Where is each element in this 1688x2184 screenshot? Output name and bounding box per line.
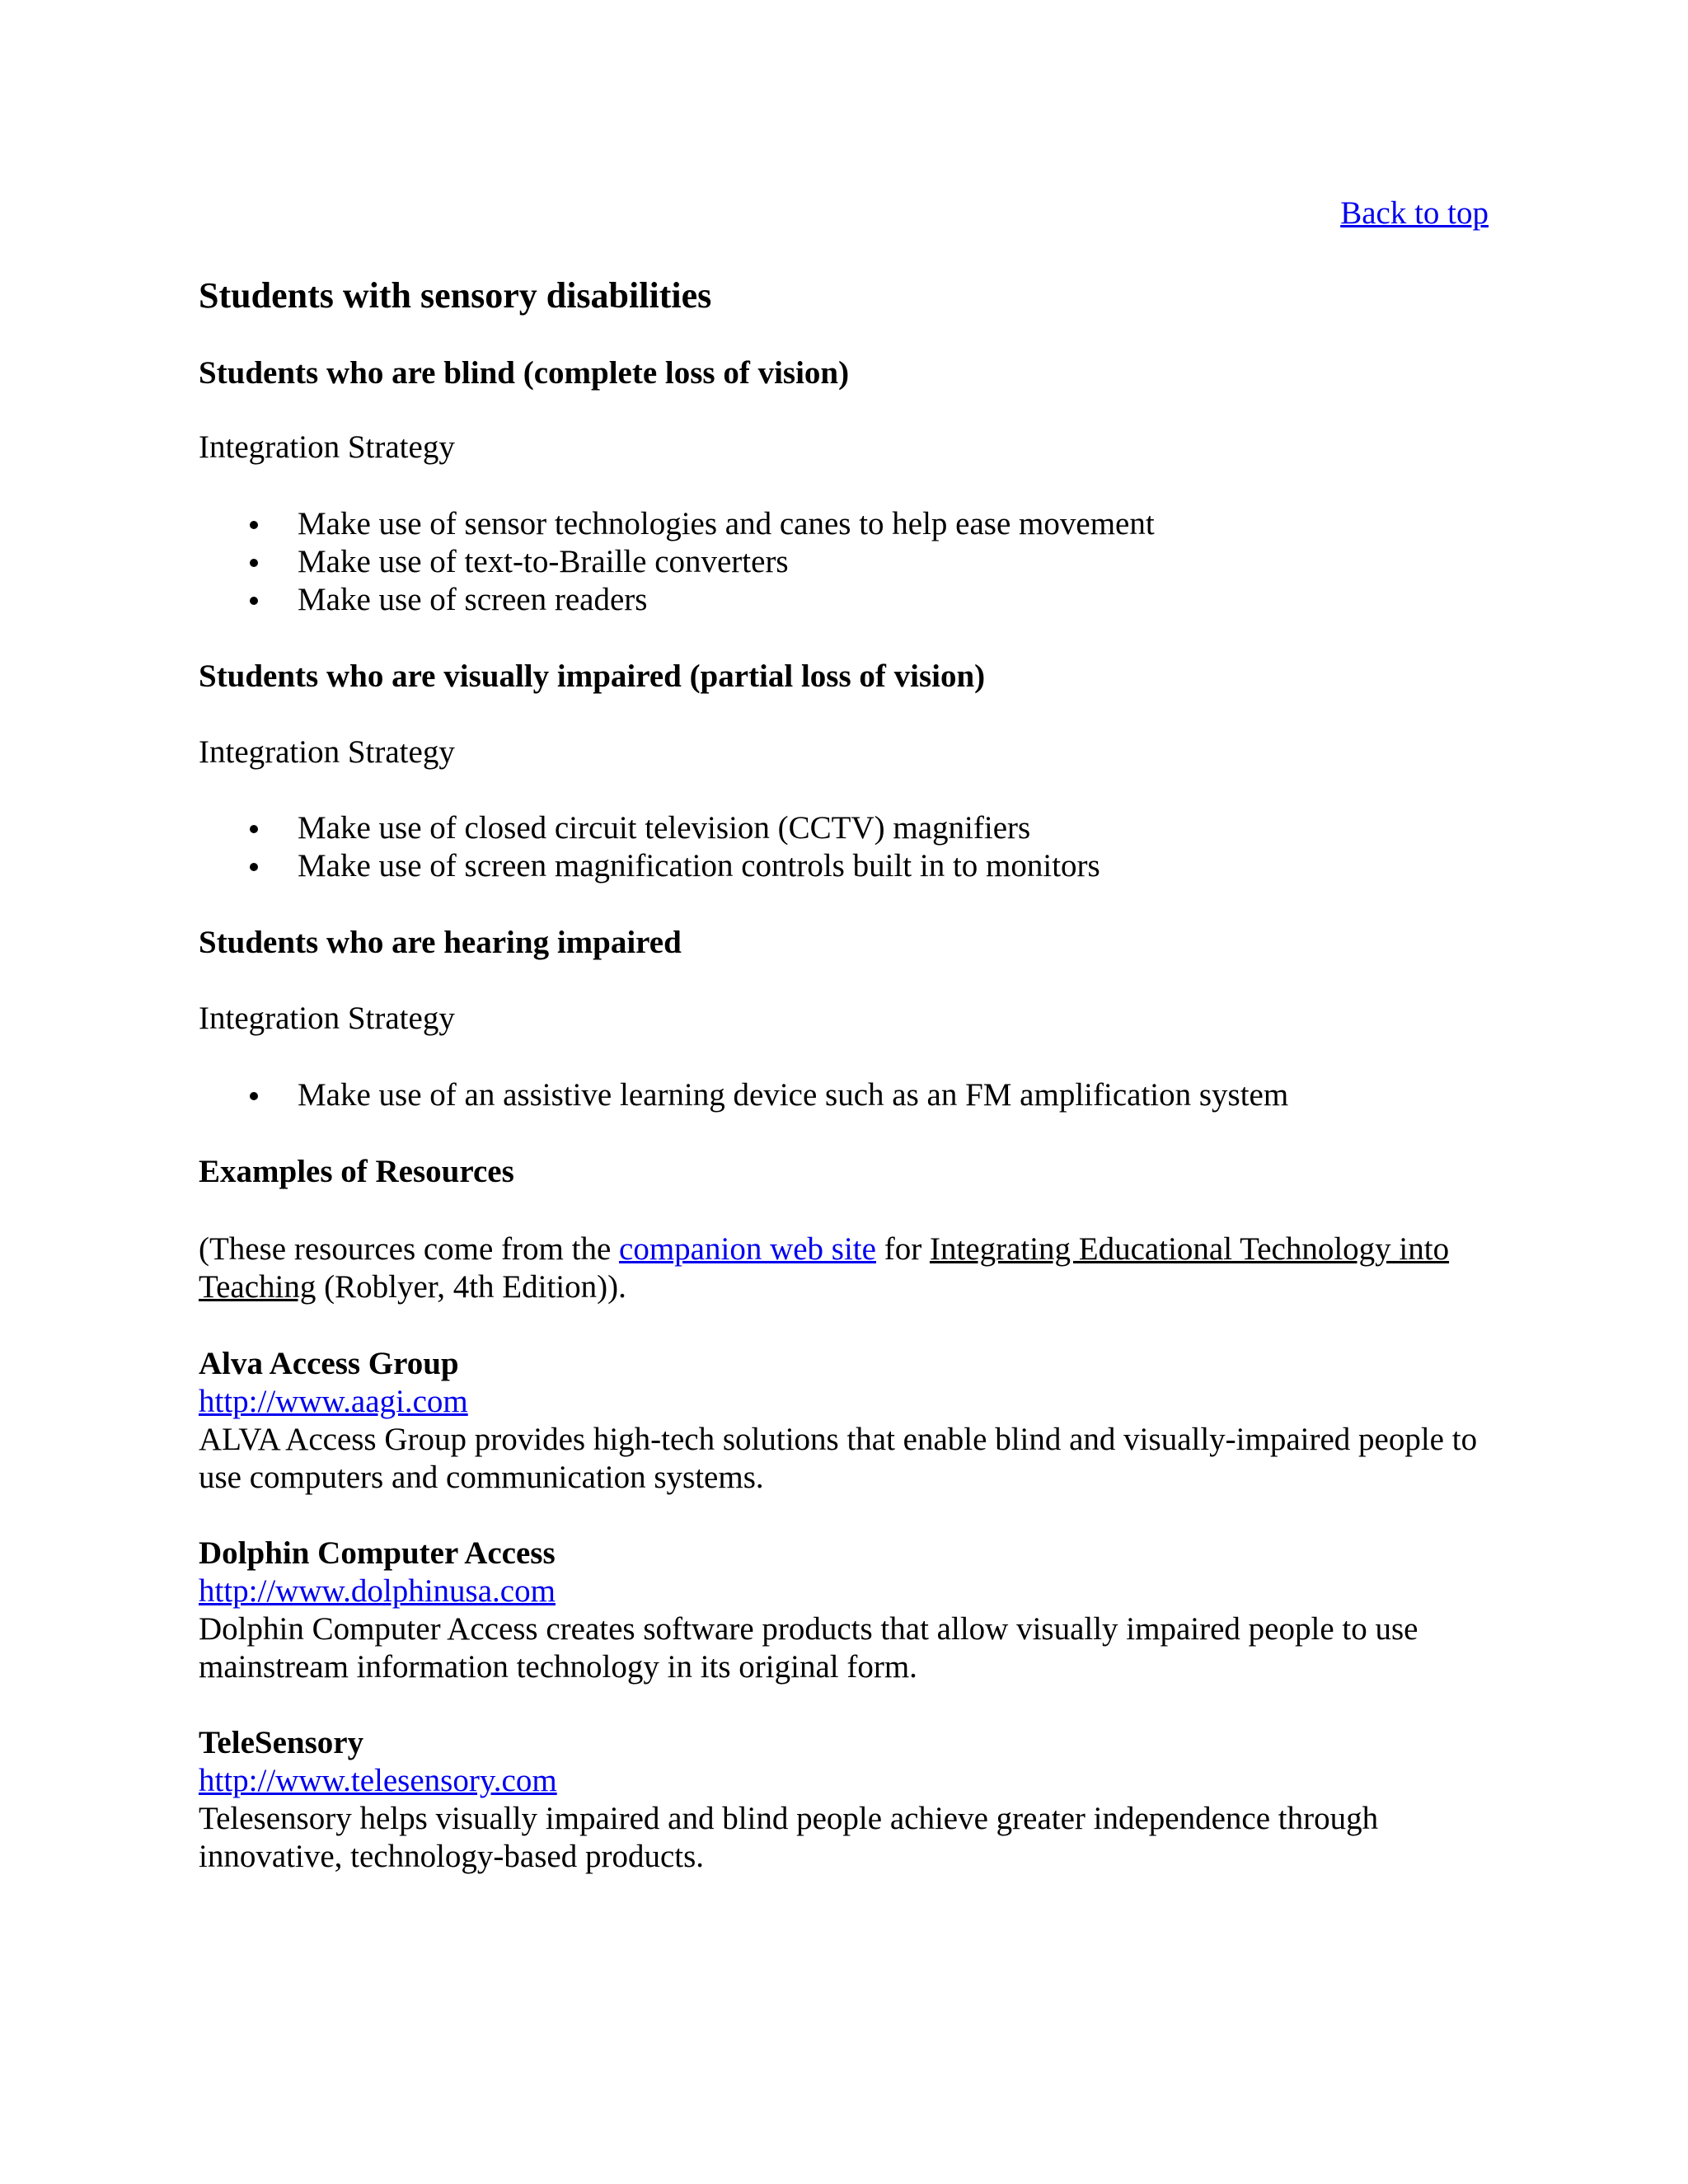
- bullet-icon: [250, 863, 258, 871]
- bullet-icon: [250, 597, 258, 605]
- strategy-label-blind: Integration Strategy: [199, 429, 455, 465]
- list-item-text: Make use of text-to-Braille converters: [298, 544, 789, 579]
- strategy-label-hearing-impaired: Integration Strategy: [199, 1001, 455, 1036]
- resources-intro-middle: for: [875, 1231, 930, 1267]
- resources-intro: [199, 1230, 1489, 1306]
- list-item-text: Make use of closed circuit television (CCTV) magnifiers: [298, 810, 1031, 846]
- bullet-icon: [250, 1092, 258, 1100]
- bullet-icon: [250, 521, 258, 529]
- strategy-list-hearing-impaired: [199, 1076, 1288, 1114]
- list-item: [199, 847, 1100, 885]
- list-item: [199, 1076, 1288, 1114]
- list-item-text: Make use of an assistive learning device such as an FM amplification system: [298, 1077, 1289, 1113]
- resource-description: Dolphin Computer Access creates software products that allow visually impaired people to use mainstream information technology in its original form.: [199, 1611, 1418, 1685]
- bullet-icon: [250, 825, 258, 833]
- strategy-label-visually-impaired: Integration Strategy: [199, 734, 455, 770]
- list-item: [199, 543, 1155, 581]
- bullet-icon: [250, 559, 258, 567]
- resource-url-link[interactable]: http://www.aagi.com: [199, 1384, 468, 1419]
- heading-visually-impaired: Students who are visually impaired (partial loss of vision): [199, 658, 986, 694]
- heading-resources: Examples of Resources: [199, 1154, 514, 1189]
- strategy-list-blind: [199, 505, 1155, 619]
- resource-name: Alva Access Group: [199, 1346, 459, 1381]
- resource-dolphin-computer-access: [199, 1535, 1489, 1686]
- resource-telesensory: [199, 1724, 1489, 1876]
- book-title: Integrating Educational Technology into Teaching: [199, 1231, 1450, 1305]
- companion-web-site-link[interactable]: companion web site: [619, 1231, 876, 1267]
- resource-name: Dolphin Computer Access: [199, 1535, 556, 1571]
- resources-intro-suffix: (Roblyer, 4th Edition)).: [316, 1269, 626, 1305]
- heading-blind: Students who are blind (complete loss of vision): [199, 355, 850, 391]
- resource-alva-access-group: [199, 1345, 1489, 1497]
- list-item-text: Make use of screen magnification controls built in to monitors: [298, 848, 1100, 883]
- resource-url-link[interactable]: http://www.telesensory.com: [199, 1763, 557, 1798]
- resource-description: Telesensory helps visually impaired and blind people achieve greater independence through innovative, technology-based products.: [199, 1801, 1379, 1874]
- section-title: Students with sensory disabilities: [199, 275, 712, 316]
- list-item: [199, 581, 1155, 619]
- list-item-text: Make use of sensor technologies and canes to help ease movement: [298, 506, 1155, 541]
- resource-description: ALVA Access Group provides high-tech solutions that enable blind and visually-impaired people to use computers and communication systems.: [199, 1422, 1478, 1495]
- list-item: [199, 809, 1100, 847]
- list-item-text: Make use of screen readers: [298, 582, 648, 617]
- resource-url-link[interactable]: http://www.dolphinusa.com: [199, 1573, 556, 1609]
- resource-name: TeleSensory: [199, 1725, 364, 1760]
- back-to-top-link[interactable]: Back to top: [1340, 195, 1489, 231]
- list-item: [199, 505, 1155, 543]
- resources-intro-prefix: (These resources come from the: [199, 1231, 620, 1267]
- strategy-list-visually-impaired: [199, 809, 1100, 885]
- heading-hearing-impaired: Students who are hearing impaired: [199, 925, 682, 960]
